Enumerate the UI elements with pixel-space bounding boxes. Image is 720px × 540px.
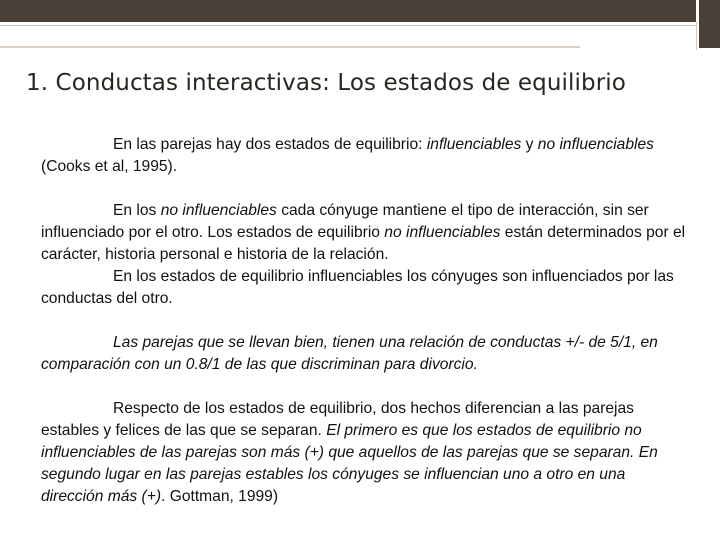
slide-title: 1. Conductas interactivas: Los estados de equilibrio [26, 70, 626, 96]
header-bar [0, 0, 696, 22]
corner-rule [696, 22, 697, 50]
header-rule [0, 25, 696, 26]
paragraph-ratio: Las parejas que se llevan bien, tienen una relación de conductas +/- de 5/1, en comparación con un 0.8/1 de las que discriminan para divorcio. [41, 334, 658, 373]
paragraph-influenceable: En los estados de equilibrio influenciables los cónyuges son influenciados por las conductas del otro. [41, 268, 674, 307]
paragraph-gottman: Respecto de los estados de equilibrio, dos hechos diferencian a las parejas estables y felices de las que se separan. El primero es que los estados de equilibrio no influenciables de las parejas son más (+) que aquellos de las parejas que se separan. En segundo lugar en las parejas estables los cónyuges se influencian uno a otro en una dirección más (+). Gottman, 1999) [41, 400, 658, 505]
paragraph-equilibrium-states: En las parejas hay dos estados de equilibrio: influenciables y no influenciables (Cooks et al, 1995). [41, 136, 654, 175]
slide-body [41, 134, 691, 508]
accent-rule [0, 46, 580, 48]
corner-bar [699, 0, 720, 48]
paragraph-non-influenceable: En los no influenciables cada cónyuge mantiene el tipo de interacción, sin ser influenciado por el otro. Los estados de equilibrio no influenciables están determinados por el carácter, historia personal e historia de la relación. [41, 202, 686, 263]
